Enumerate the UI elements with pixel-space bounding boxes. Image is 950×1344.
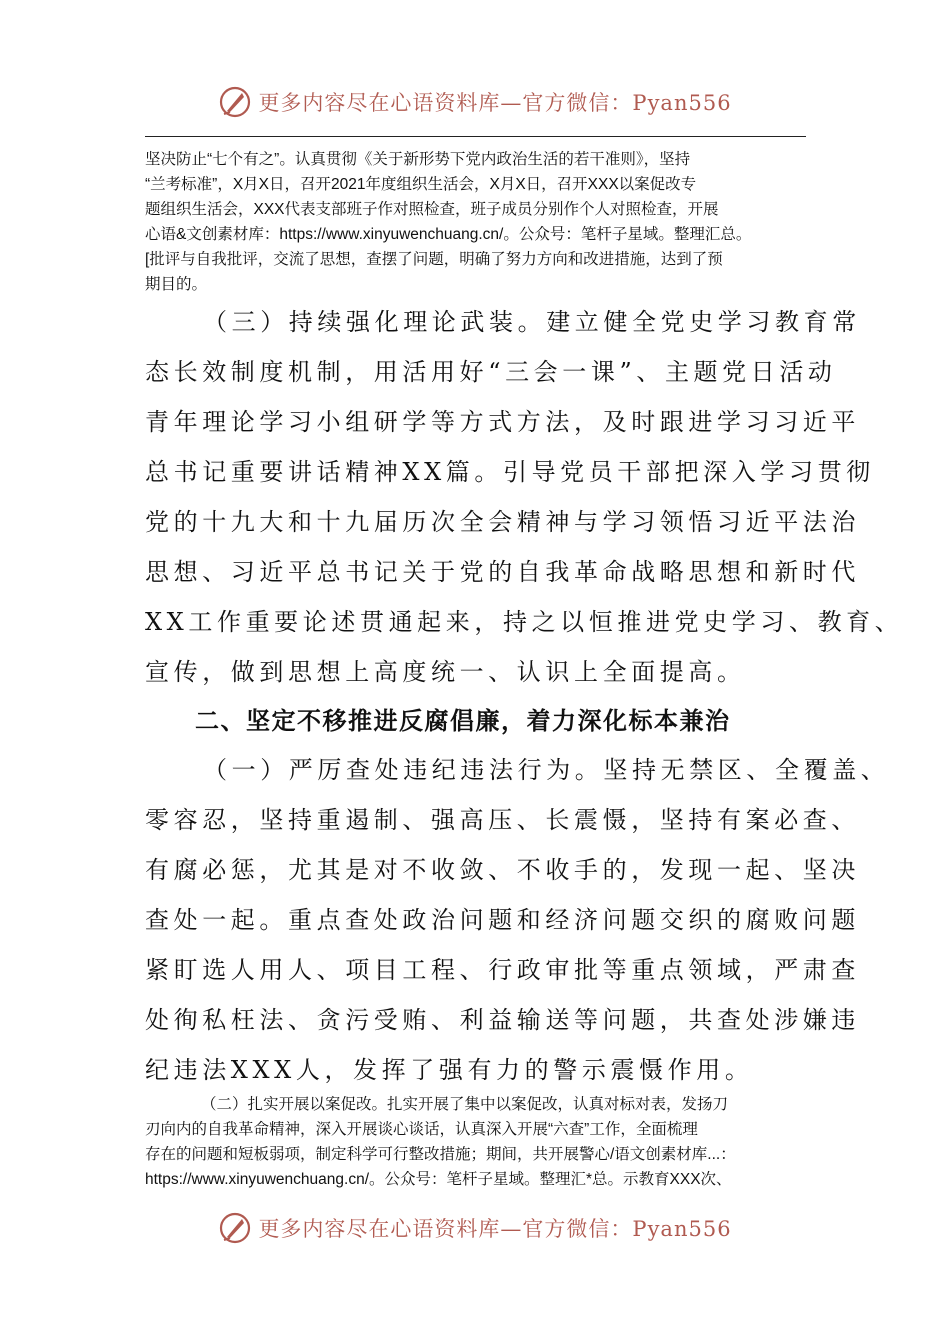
- header-divider: [145, 136, 806, 137]
- text-line: 紧盯选人用人、项目工程、行政审批等重点领域，严肃查: [145, 956, 860, 984]
- text-line: 期目的。: [145, 276, 208, 293]
- text-line: 题组织生活会，XXX代表支部班子作对照检查，班子成员分别作个人对照检查，开展: [145, 201, 719, 218]
- text-line: 零容忍，坚持重遏制、强高压、长震慑，坚持有案必查、: [145, 806, 860, 834]
- text-line: 态长效制度机制，用活用好“三会一课”、主题党日活动: [145, 358, 837, 386]
- text-line: [批评与自我批评，交流了思想，查摆了问题，明确了努力方向和改进措施，达到了预: [145, 251, 723, 268]
- text-line: “兰考标准”，X月X日，召开2021年度组织生活会，X月X日，召开XXX以案促改专: [145, 176, 697, 193]
- text-line: 存在的问题和短板弱项，制定科学可行整改措施；期间，共开展警心/语文创素材库...：: [145, 1146, 736, 1163]
- text-line: 党的十九大和十九届历次全会精神与学习领悟习近平法治: [145, 508, 860, 536]
- section-3-paragraph: [145, 297, 904, 697]
- text-line: （二）扎实开展以案促改。扎实开展了集中以案促改，认真对标对表，发扬刀: [201, 1096, 729, 1113]
- text-line: 刃向内的自我革命精神，深入开展谈心谈话，认真深入开展“六查”工作，全面梳理: [145, 1121, 698, 1138]
- text-line: 坚决防止“七个有之”。认真贯彻《关于新形势下党内政治生活的若干准则》，坚持: [145, 151, 691, 168]
- page-footer: [0, 1208, 950, 1248]
- text-line: 青年理论学习小组研学等方式方法，及时跟进学习习近平: [145, 408, 860, 436]
- page-header: [0, 82, 950, 122]
- text-line: 总书记重要讲话精神XX篇。引导党员干部把深入学习贯彻: [145, 458, 875, 486]
- text-line: 思想、习近平总书记关于党的自我革命战略思想和新时代: [145, 558, 860, 586]
- text-line: （一）严厉查处违纪违法行为。坚持无禁区、全覆盖、: [203, 756, 890, 784]
- text-line: （三）持续强化理论武装。建立健全党史学习教育常: [203, 308, 861, 336]
- text-line: 查处一起。重点查处政治问题和经济问题交织的腐败问题: [145, 906, 860, 934]
- quill-logo-icon: [218, 1211, 252, 1245]
- footer-text: 更多内容尽在心语资料库—官方微信：Pyan556: [258, 1217, 732, 1241]
- text-line: 纪违法XXX人，发挥了强有力的警示震慑作用。: [145, 1056, 754, 1084]
- text-line: 有腐必惩，尤其是对不收敛、不收手的，发现一起、坚决: [145, 856, 860, 884]
- section-2-1-paragraph: [145, 745, 890, 1095]
- small-paragraph-1: [145, 147, 806, 297]
- text-line: https://www.xinyuwenchuang.cn/。公众号：笔杆子星域。整理汇*总。示教育XXX次、: [145, 1171, 732, 1188]
- quill-logo-icon: [218, 85, 252, 119]
- text-line: XX工作重要论述贯通起来，持之以恒推进党史学习、教育、: [145, 608, 904, 636]
- section-heading: 二、坚定不移推进反腐倡廉，着力深化标本兼治: [195, 707, 731, 735]
- small-paragraph-2: [145, 1092, 806, 1192]
- text-line: 心语&文创素材库：https://www.xinyuwenchuang.cn/。公众号：笔杆子星域。整理汇总。: [145, 226, 752, 243]
- header-text: 更多内容尽在心语资料库—官方微信：Pyan556: [258, 91, 732, 115]
- text-line: 处徇私枉法、贪污受贿、利益输送等问题，共查处涉嫌违: [145, 1006, 860, 1034]
- text-line: 宣传，做到思想上高度统一、认识上全面提高。: [145, 658, 746, 686]
